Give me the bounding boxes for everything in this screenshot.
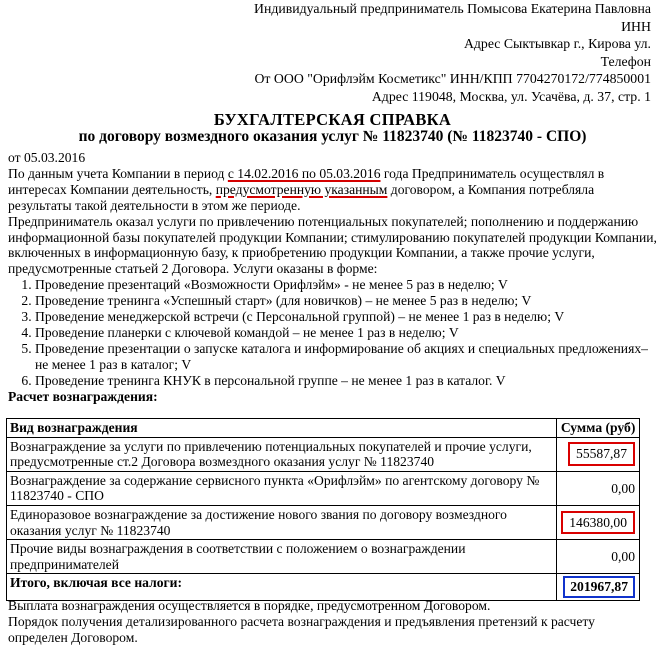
row-sum-highlighted: 146380,00 [561,511,635,535]
row-label: Вознаграждение за содержание сервисного пункта «Орифлэйм» по агентскому договору № 11823740 - СПО [7,471,557,505]
col-type-header: Вид вознаграждения [7,419,557,438]
period-text-c: договором, а Компания потребляла результаты такой деятельности в этом же периоде. [8,181,595,213]
paragraph-period [8,166,658,214]
list-item: 1. Проведение презентаций «Возможности Орифлэйм» - не менее 5 раз в неделю; V [35,277,658,293]
sender-header [254,0,651,106]
doc-title: БУХГАЛТЕРСКАЯ СПРАВКА [213,110,452,129]
total-label: Итого, включая все налоги: [7,574,557,601]
services-list [8,277,658,388]
table-header-row [7,419,640,438]
reward-table [6,418,640,601]
doc-footer [8,598,648,647]
footer-payment: Выплата вознаграждения осуществляется в порядке, предусмотренном Договором. [8,598,491,613]
table-row [7,437,640,471]
table-row [7,505,640,539]
table-total-row [7,574,640,601]
header-line-address: Адрес Сыктывкар г., Кирова ул. [463,36,651,52]
header-line-inn: ИНН [621,18,651,34]
row-label: Вознаграждение за услуги по привлечению потенциальных покупателей и прочие услуги, предусмотренные ст.2 Договора возмездного оказания услуг № 11823740 [7,437,557,471]
row-sum: 0,00 [557,471,640,505]
col-sum-header: Сумма (руб) [557,419,640,438]
list-item: 5. Проведение презентации о запуске каталога и информирование об акциях и специальных предложениях– не менее 1 раз в каталог; V [35,341,658,373]
row-sum: 0,00 [557,540,640,574]
table-row [7,471,640,505]
row-label: Прочие виды вознаграждения в соответствии с положением о вознаграждении предпринимателей [7,540,557,574]
paragraph-services: Предприниматель оказал услуги по привлечению потенциальных покупателей; пополнению и поддержанию информационной базы покупателей продукции Компании; стимулированию покупателей продукции Компании, включенных в информационную базу, к приобретению продукции Компании, а также прочие услуги, предусмотренные статьей 2 Договора. Услуги оказаны в форме: [8,213,657,277]
doc-body [8,150,658,405]
list-item: 4. Проведение планерки с ключевой командой – не менее 1 раз в неделю; V [35,325,658,341]
header-line-from: От ООО "Орифлэйм Косметикс" ИНН/КПП 7704270172/774850001 [254,71,651,87]
footer-claims: Порядок получения детализированного расчета вознаграждения и предъявления претензий к расчету определен Договором. [8,614,595,646]
period-text-b: года Предприниматель осуществлял в интересах Компании деятельность, [8,165,605,197]
table-row [7,540,640,574]
date-line: от 05.03.2016 [8,150,86,165]
row-label: Единоразовое вознаграждение за достижение нового звания по договору возмездного оказания услуг № 11823740 [7,505,557,539]
header-line-phone: Телефон [600,53,651,69]
doc-subtitle: по договору возмездного оказания услуг № 11823740 (№ 11823740 - СПО) [78,128,587,145]
underlined-phrase: предусмотренную указанным [215,181,388,197]
list-item: 2. Проведение тренинга «Успешный старт» (для новичков) – не менее 5 раз в неделю; V [35,293,658,309]
header-line-entrepreneur: Индивидуальный предприниматель Помысова Екатерина Павловна [254,1,651,16]
list-item: 3. Проведение менеджерской встречи (с Персональной группой) – не менее 1 раз в неделю; V [35,309,658,325]
total-sum: 201967,87 [563,576,635,598]
period-dates: с 14.02.2016 по 05.03.2016 [227,165,381,181]
row-sum-highlighted: 55587,87 [568,442,635,466]
period-text-a: По данным учета Компании в период [8,165,228,181]
calc-title: Расчет вознаграждения: [8,388,158,404]
header-line-company-address: Адрес 119048, Москва, ул. Усачёва, д. 37, стр. 1 [371,88,651,104]
list-item: 6. Проведение тренинга КНУК в персональной группе – не менее 1 раз в каталог. V [35,373,658,389]
